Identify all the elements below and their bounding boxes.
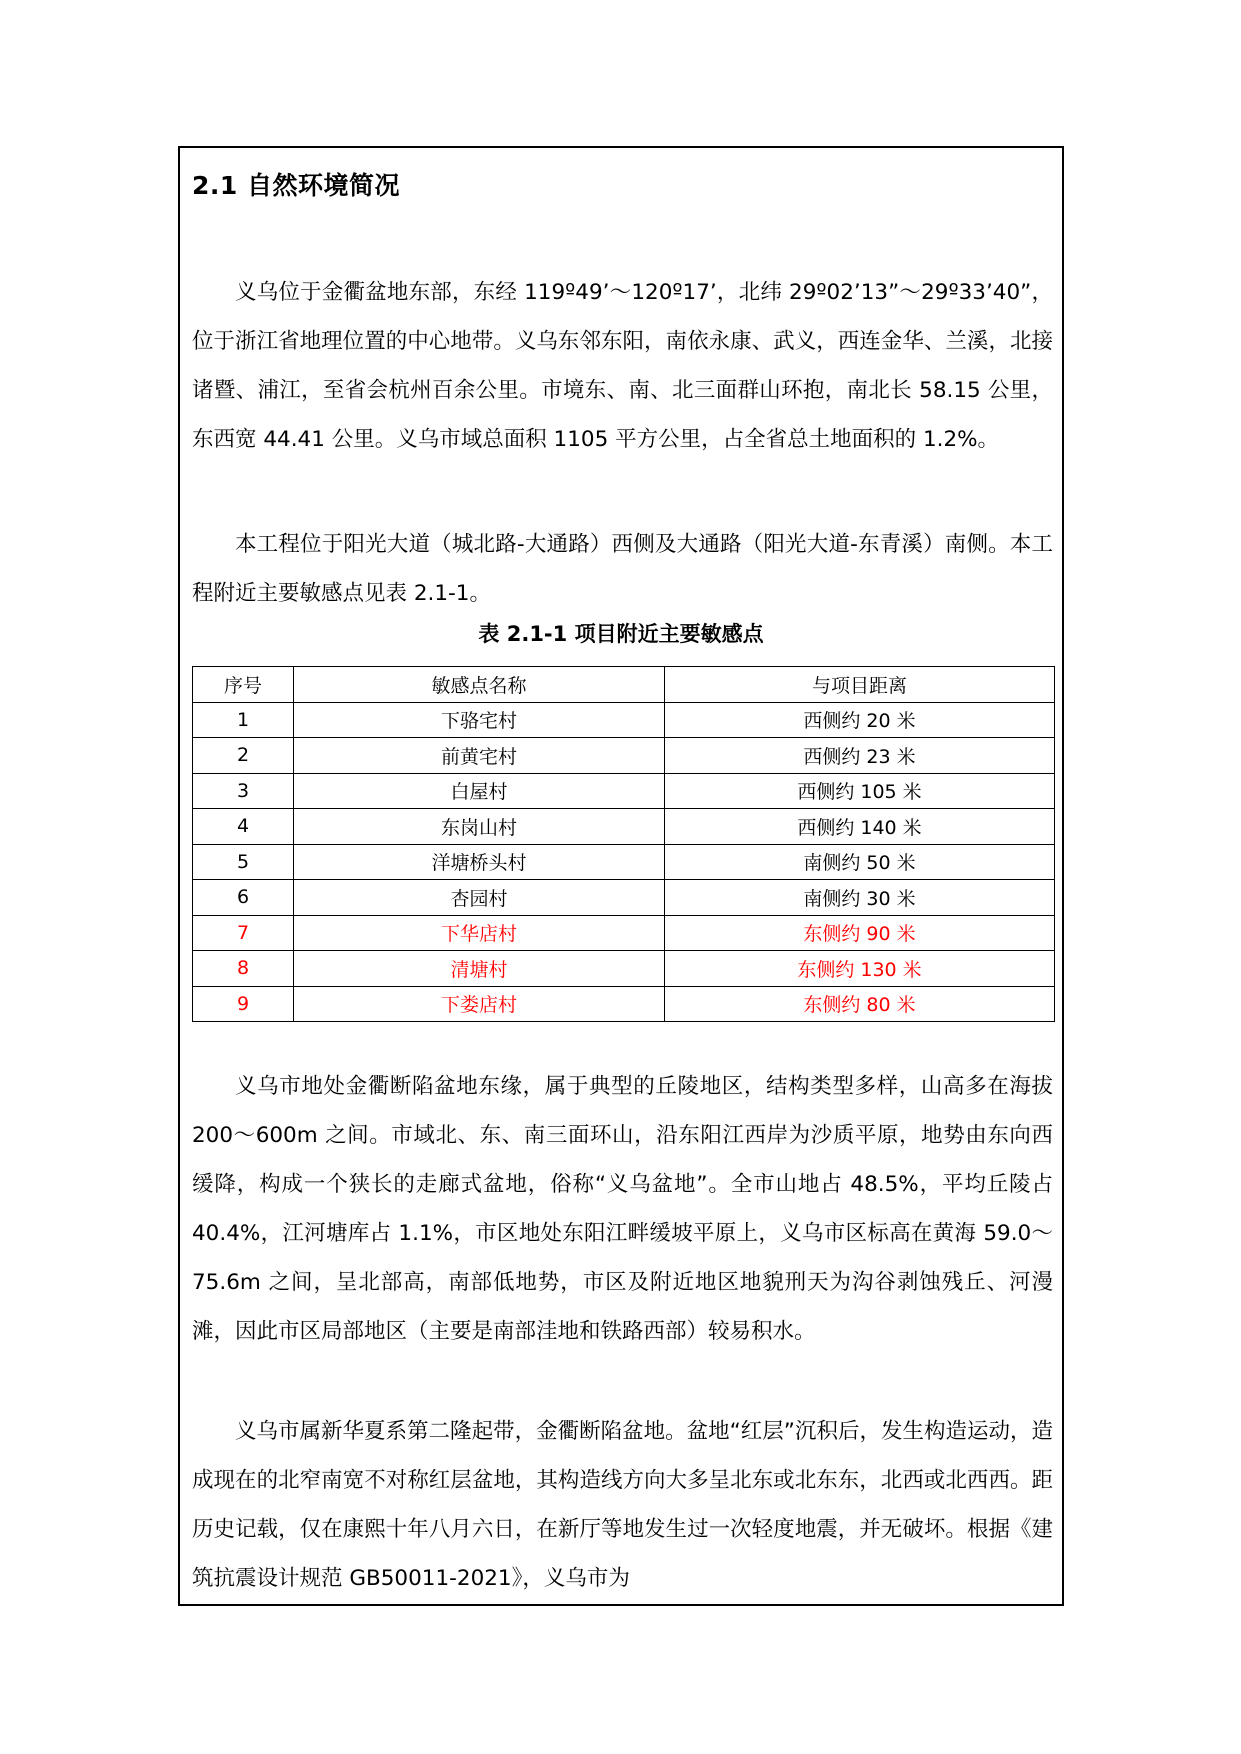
table-header-row	[193, 667, 1055, 703]
paragraph-geology: 义乌市属新华夏系第二隆起带，金衢断陷盆地。盆地“红层”沉积后，发生构造运动，造成现在的北窄南宽不对称红层盆地，其构造线方向大多呈北东或北东东，北西或北西西。距历史记载，仅在康熙十年八月六日，在新厅等地发生过一次轻度地震，并无破坏。根据《建筑抗震设计规范 GB50011-2021》，义乌市为	[192, 1419, 1053, 1591]
row-number: 1	[193, 702, 294, 738]
header-distance: 与项目距离	[665, 667, 1055, 703]
row-name: 下华店村	[294, 915, 665, 951]
header-number: 序号	[193, 667, 294, 703]
row-distance: 东侧约 130 米	[665, 951, 1055, 987]
row-number: 7	[193, 915, 294, 951]
row-name: 洋塘桥头村	[294, 844, 665, 880]
row-name: 前黄宅村	[294, 738, 665, 774]
row-number: 9	[193, 986, 294, 1022]
paragraph-terrain: 义乌市地处金衢断陷盆地东缘，属于典型的丘陵地区，结构类型多样，山高多在海拔 200～600m 之间。市域北、东、南三面环山，沿东阳江西岸为沙质平原，地势由东向西缓降，构成一个狭长的走廊式盆地，俗称“义乌盆地”。全市山地占 48.5%，平均丘陵占 40.4%，江河塘库占 1.1%，市区地处东阳江畔缓坡平原上，义乌市区标高在黄海 59.0～75.6m 之间，呈北部高，南部低地势，市区及附近地区地貌刑天为沟谷剥蚀残丘、河漫滩，因此市区局部地区（主要是南部洼地和铁路西部）较易积水。	[192, 1074, 1053, 1344]
content-frame	[178, 146, 1064, 1606]
table-row	[193, 915, 1055, 951]
table-row	[193, 951, 1055, 987]
paragraph-location: 义乌位于金衢盆地东部，东经 119º49’～120º17’，北纬 29º02’13”～29º33’40”，位于浙江省地理位置的中心地带。义乌东邻东阳，南依永康、武义，西连金华、兰溪，北接诸暨、浦江，至省会杭州百余公里。市境东、南、北三面群山环抱，南北长 58.15 公里，东西宽 44.41 公里。义乌市域总面积 1105 平方公里，占全省总土地面积的 1.2%。	[192, 280, 1053, 452]
row-number: 6	[193, 880, 294, 916]
row-name: 白屋村	[294, 773, 665, 809]
table-row	[193, 773, 1055, 809]
row-name: 东岗山村	[294, 809, 665, 845]
row-number: 8	[193, 951, 294, 987]
row-distance: 东侧约 90 米	[665, 915, 1055, 951]
row-name: 清塘村	[294, 951, 665, 987]
row-name: 下骆宅村	[294, 702, 665, 738]
sensitive-points-table	[192, 666, 1055, 1022]
table-row	[193, 986, 1055, 1022]
table-row	[193, 809, 1055, 845]
row-name: 下娄店村	[294, 986, 665, 1022]
table-row	[193, 844, 1055, 880]
table-caption: 表 2.1-1 项目附近主要敏感点	[478, 622, 764, 646]
row-distance: 西侧约 140 米	[665, 809, 1055, 845]
row-distance: 西侧约 20 米	[665, 702, 1055, 738]
row-number: 4	[193, 809, 294, 845]
row-distance: 南侧约 30 米	[665, 880, 1055, 916]
row-number: 2	[193, 738, 294, 774]
row-distance: 西侧约 105 米	[665, 773, 1055, 809]
table-row	[193, 880, 1055, 916]
table-row	[193, 702, 1055, 738]
row-name: 杏园村	[294, 880, 665, 916]
row-distance: 东侧约 80 米	[665, 986, 1055, 1022]
paragraph-project-site: 本工程位于阳光大道（城北路-大通路）西侧及大通路（阳光大道-东青溪）南侧。本工程附近主要敏感点见表 2.1-1。	[192, 532, 1053, 606]
row-distance: 南侧约 50 米	[665, 844, 1055, 880]
table-row	[193, 738, 1055, 774]
section-heading: 2.1 自然环境简况	[192, 171, 400, 200]
header-name: 敏感点名称	[294, 667, 665, 703]
row-number: 5	[193, 844, 294, 880]
row-distance: 西侧约 23 米	[665, 738, 1055, 774]
row-number: 3	[193, 773, 294, 809]
